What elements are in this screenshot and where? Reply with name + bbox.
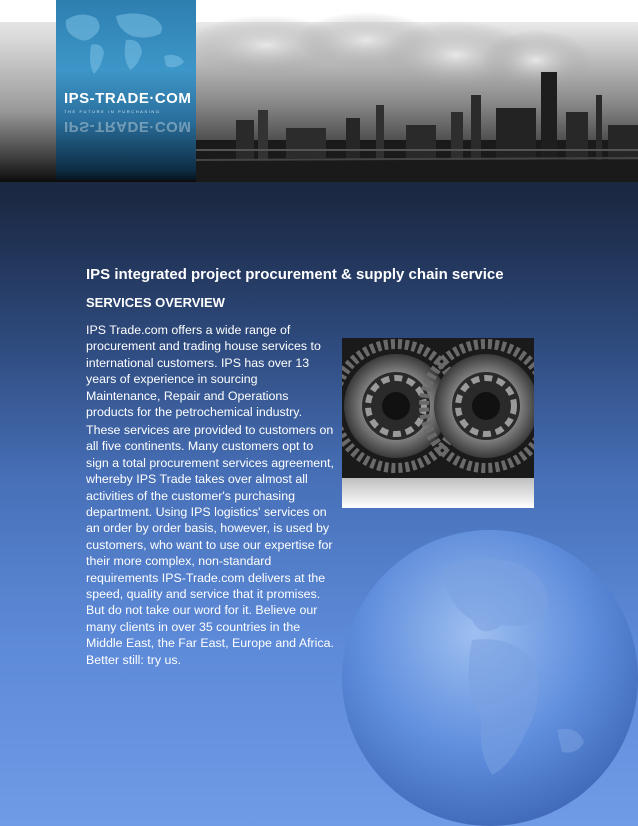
text-line: requirements IPS-Trade.com delivers at the — [86, 570, 326, 585]
text-line: Maintenance, Repair and Operations — [86, 388, 289, 403]
industrial-plant-image — [196, 0, 638, 182]
text-line: sign a total procurement services agreement, — [86, 455, 334, 470]
page-title: IPS integrated project procurement & supply chain service — [86, 266, 504, 283]
text-line: international customers. IPS has over 13 — [86, 355, 310, 370]
header-banner — [0, 0, 638, 182]
text-line: all five continents. Many customers opt to — [86, 439, 314, 454]
text-line: procurement and trading house services to — [86, 339, 321, 354]
section-heading: SERVICES OVERVIEW — [86, 295, 225, 310]
text-line: their more complex, non-standard — [86, 554, 272, 569]
text-line: years of experience in sourcing — [86, 372, 258, 387]
paragraph-intro — [86, 322, 321, 420]
text-line: These services are provided to customers on — [86, 423, 334, 437]
logo-panel — [56, 0, 196, 180]
paragraph-services — [86, 422, 334, 668]
text-line: customers, who want to use our expertise for — [86, 537, 333, 552]
logo-reflection: IPS-TRADE·COM — [64, 118, 192, 135]
text-line: IPS Trade.com offers a wide range of — [86, 323, 291, 337]
text-line: products for the petrochemical industry. — [86, 405, 303, 420]
globe-image — [322, 510, 638, 826]
text-line: whereby IPS Trade takes over almost all — [86, 472, 308, 487]
text-line: But do not take our word for it. Believe our — [86, 603, 318, 618]
text-line: Middle East, the Far East, Europe and Africa. — [86, 636, 334, 651]
text-line: many clients in over 35 countries in the — [86, 619, 301, 634]
world-map-icon — [56, 0, 196, 90]
text-line: activities of the customer's purchasing — [86, 488, 295, 503]
gears-image — [342, 338, 534, 508]
text-line: an order by order basis, however, is used by — [86, 521, 330, 536]
text-line: department. Using IPS logistics' services on — [86, 505, 327, 520]
text-line: Better still: try us. — [86, 652, 182, 667]
logo-tagline: THE FUTURE IN PURCHASING — [64, 109, 161, 114]
text-line: speed, quality and service that it promises. — [86, 587, 321, 602]
logo-wordmark: IPS-TRADE·COM — [64, 90, 192, 107]
